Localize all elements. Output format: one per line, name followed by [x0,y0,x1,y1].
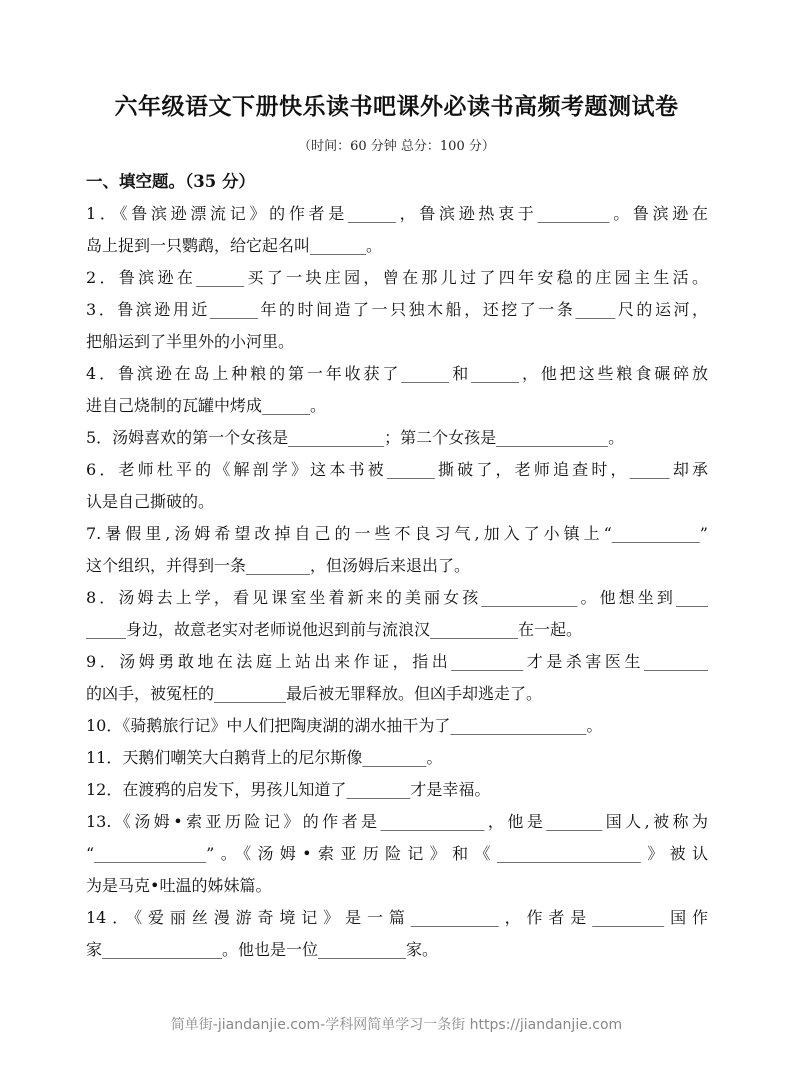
question-line: 1．《鲁滨逊漂流记》的作者是______，鲁滨逊热衷于_________。鲁滨逊在 [86,204,708,223]
question-line: 岛上捉到一只鹦鹉，给它起名叫_______。 [86,236,383,255]
question-line: 12．在渡鸦的启发下，男孩儿知道了________才是幸福。 [86,780,491,799]
question-line: 这个组织，并得到一条________，但汤姆后来退出了。 [86,556,471,575]
question-line: 家_______________。他也是一位___________家。 [86,940,439,959]
question-line: 进自己烧制的瓦罐中烤成______。 [86,396,327,415]
footer-watermark: 简单街-jiandanjie.com-学科网简单学习一条街 https://jiandanjie.com [170,1017,623,1033]
question-line: 10．《骑鹅旅行记》中人们把陶庚湖的湖水抽干为了_________________。 [86,716,603,735]
question-line: 把船运到了半里外的小河里。 [86,332,295,351]
question-line: 为是马克•吐温的姊妹篇。 [86,876,272,895]
question-line: 14．《爱丽丝漫游奇境记》是一篇___________，作者是_________国作 [86,908,708,927]
question-line: 6．老师杜平的《解剖学》这本书被______撕破了，老师追查时，_____却承 [86,460,708,479]
question-line: 4．鲁滨逊在岛上种粮的第一年收获了______和______，他把这些粮食碾碎放 [86,364,708,383]
question-line: 11．天鹅们嘲笑大白鹅背上的尼尔斯像________。 [86,748,443,767]
question-line: _____身边，故意老实对老师说他迟到前与流浪汉___________在一起。 [86,620,583,639]
page-title: 六年级语文下册快乐读书吧课外必读书高频考题测试卷 [114,93,679,120]
question-line: 的凶手，被冤枉的_________最后被无罪释放。但凶手却逃走了。 [86,684,543,703]
question-line: 8．汤姆去上学，看见课室坐着新来的美丽女孩____________。他想坐到____ [86,588,708,607]
question-line: 9．汤姆勇敢地在法庭上站出来作证，指出_________才是杀害医生________ [86,652,708,671]
question-line: 7.暑假里,汤姆希望改掉自己的一些不良习气,加入了小镇上“___________” [86,524,708,543]
question-line: 13.《汤姆•索亚历险记》的作者是_____________，他是_______国人,被称为 [86,812,708,831]
section-heading: 一、填空题。（35 分） [86,172,255,191]
question-line: “______________”。《汤姆•索亚历险记》和《__________________》被认 [86,844,708,863]
question-line: 认是自己撕破的。 [86,492,215,511]
question-line: 2．鲁滨逊在______买了一块庄园，曾在那儿过了四年安稳的庄园主生活。 [86,268,708,287]
question-line: 3．鲁滨逊用近______年的时间造了一只独木船，还挖了一条_____尺的运河， [86,300,708,319]
question-list [86,198,708,966]
exam-info: （时间：60 分钟 总分：100 分） [298,139,495,154]
question-line: 5．汤姆喜欢的第一个女孩是____________；第二个女孩是______________。 [86,428,625,447]
